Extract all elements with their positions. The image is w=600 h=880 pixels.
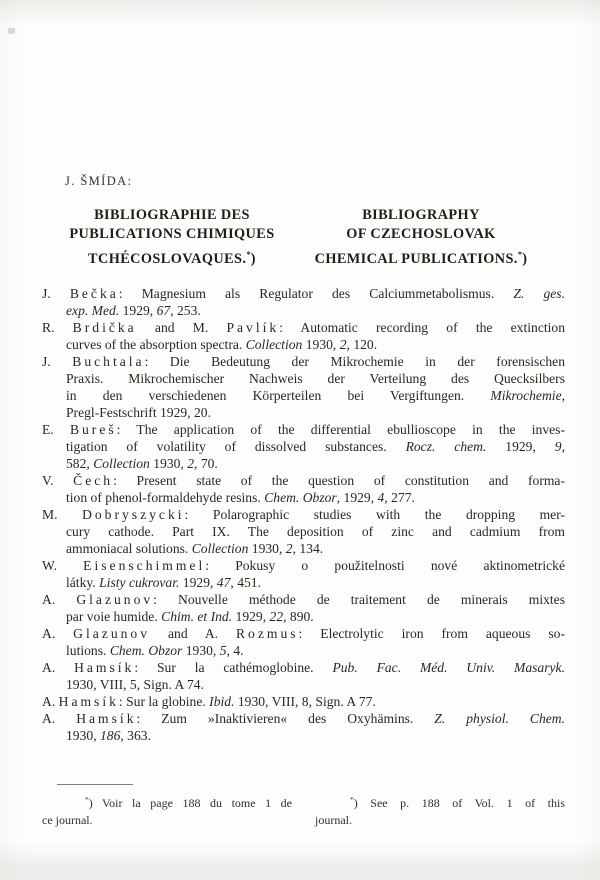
text-segment: , 363. (120, 728, 151, 743)
text-segment: Bečka (69, 286, 119, 301)
text-segment: CHEMICAL PUBLICATIONS. (314, 250, 518, 267)
text-line (42, 472, 565, 489)
text-segment: OF CZECHOSLOVAK (346, 226, 496, 243)
text-segment: 186 (99, 728, 121, 743)
text-segment: Pub. Fac. Méd. Univ. Masaryk. (332, 660, 565, 675)
text-segment: , 120. (346, 337, 378, 352)
text-segment: : Sur la globine. (118, 694, 210, 709)
text-segment: : Pokusy o použitelnosti nové aktinometrické (205, 558, 565, 573)
text-segment: J. (42, 286, 70, 301)
title-english (312, 206, 530, 269)
text-segment: BIBLIOGRAPHIE DES (94, 207, 250, 223)
bib-entry (42, 353, 565, 421)
bib-entry (42, 557, 565, 591)
text-segment: Mikrochemie, (490, 388, 565, 403)
text-segment: : Die Bedeutung der Mikrochemie in der forensischen (144, 354, 565, 369)
text-segment: Brdička (72, 320, 137, 335)
title-french (42, 206, 302, 269)
text-segment: ce journal. (42, 813, 93, 827)
text-line (315, 791, 565, 812)
text-segment: Rocz. chem. (405, 439, 487, 454)
text-segment: 1930, VIII, 5, Sign. A 74. (66, 677, 204, 692)
text-line (42, 791, 292, 812)
text-line (42, 693, 565, 710)
text-segment: , 4. (226, 643, 244, 658)
text-line (42, 336, 565, 353)
text-segment: : Present state of the question of constitution and forma- (113, 473, 565, 488)
text-segment: 9 (554, 439, 562, 454)
text-line (42, 285, 565, 302)
text-segment: 2 (285, 541, 293, 556)
text-segment: TCHÉCOSLOVAQUES. (88, 250, 247, 267)
footnote-french (42, 791, 292, 829)
text-segment: , 134. (292, 541, 324, 556)
text-segment: 22 (269, 609, 284, 624)
text-segment: BIBLIOGRAPHY (362, 207, 480, 223)
text-segment: Glazunov (73, 626, 151, 641)
text-segment: journal. (315, 813, 352, 827)
text-segment: , (561, 439, 565, 454)
text-segment: ) (522, 250, 528, 267)
text-segment: : The application of the differential ebullioscope in the inves- (116, 422, 565, 437)
text-line (312, 225, 530, 244)
bib-entry (42, 625, 565, 659)
bibliography-list (42, 285, 565, 744)
text-line (42, 540, 565, 557)
text-line (42, 438, 565, 455)
text-segment: M. (42, 507, 83, 522)
text-segment: V. (42, 473, 74, 488)
text-segment: 2 (339, 337, 347, 352)
text-line (42, 206, 302, 225)
text-segment: 1929, (179, 575, 217, 590)
text-segment: Chem. Obzor (264, 490, 337, 505)
text-segment: : Sur la cathémoglobine. (134, 660, 333, 675)
bib-entry (42, 421, 565, 472)
text-segment: Collection (245, 337, 303, 352)
text-segment: Pregl-Festschrift 1929, 20. (66, 405, 211, 420)
text-segment: Collection (93, 456, 150, 471)
bib-entry (42, 591, 565, 625)
text-segment: Bureš (69, 422, 117, 437)
text-line (42, 421, 565, 438)
text-line (42, 557, 565, 574)
text-segment: PUBLICATIONS CHIMIQUES (69, 226, 275, 243)
text-segment: 1929, (232, 609, 270, 624)
text-line (312, 245, 530, 269)
text-segment: A. (42, 626, 74, 641)
text-segment: , 277. (384, 490, 415, 505)
text-line (42, 727, 565, 744)
text-segment: : Polarographic studies with the dropping mer- (184, 507, 565, 522)
text-segment: , 70. (194, 456, 218, 471)
text-segment: * (85, 795, 89, 804)
footnote-separator (57, 784, 133, 785)
text-segment: 47 (216, 575, 231, 590)
text-segment: 67 (156, 303, 171, 318)
text-line (42, 245, 302, 269)
text-segment: Z. physiol. Chem. (434, 711, 565, 726)
bib-entry (42, 506, 565, 557)
text-line (42, 225, 302, 244)
text-segment: A. (42, 592, 77, 607)
text-segment: , 253. (170, 303, 201, 318)
text-line (42, 608, 565, 625)
text-segment: cury cathode. Part IX. The deposition of zinc and cadmium from (66, 524, 565, 539)
text-segment: : Nouvelle méthode de traitement de minerais mixtes (153, 592, 565, 607)
text-segment: Hamsík (58, 694, 119, 709)
bib-entry (42, 285, 565, 319)
title-block (0, 206, 600, 268)
text-segment: Čech (73, 473, 114, 488)
text-segment: curves of the absorption spectra. (66, 337, 246, 352)
text-segment: W. (42, 558, 84, 573)
bib-entry (42, 693, 565, 710)
text-line (42, 523, 565, 540)
text-segment: A. (42, 711, 77, 726)
text-segment: Dobryszycki (82, 507, 185, 522)
text-line (42, 319, 565, 336)
text-line (42, 404, 565, 421)
text-segment: 1930, VIII, 8, Sign. A 77. (234, 694, 376, 709)
text-segment: A. (42, 660, 75, 675)
text-segment: par voie humide. (66, 609, 162, 624)
text-segment: 5 (219, 643, 227, 658)
text-segment: tigation of volatility of dissolved substances. (66, 439, 406, 454)
text-segment: Chim. et Ind. (161, 609, 233, 624)
text-line (312, 206, 530, 225)
text-segment: ) (250, 250, 256, 267)
text-segment: ) See p. 188 of Vol. 1 of this (353, 796, 565, 810)
text-segment: 1930, (149, 456, 188, 471)
text-segment: 582, (66, 456, 94, 471)
scan-noise-speck (8, 28, 15, 34)
text-line (42, 676, 565, 693)
text-segment: Buchtala (72, 354, 145, 369)
text-line (42, 642, 565, 659)
text-segment: 1930, (66, 728, 100, 743)
text-segment: látky. (66, 575, 100, 590)
text-segment: E. (42, 422, 70, 437)
text-segment: 1930, (248, 541, 286, 556)
text-segment: Chem. Obzor (109, 643, 183, 658)
text-segment: Rozmus (235, 626, 299, 641)
text-segment: 2 (187, 456, 195, 471)
text-segment: Praxis. Mikrochemischer Nachweis der Verteilung des Quecksilbers (66, 371, 565, 386)
text-segment: Listy cukrovar. (99, 575, 180, 590)
text-segment: Z. ges. (513, 286, 565, 301)
footnote-block (42, 791, 565, 829)
text-segment: J. (42, 354, 73, 369)
text-segment: , 1929, (336, 490, 378, 505)
text-segment: and A. (150, 626, 236, 641)
text-line (42, 574, 565, 591)
bib-entry (42, 472, 565, 506)
text-segment: * (246, 248, 251, 259)
text-segment: 1929, (486, 439, 555, 454)
text-line (42, 659, 565, 676)
text-segment: 1930, (302, 337, 340, 352)
text-line (42, 506, 565, 523)
text-segment: Hamsík (76, 711, 137, 726)
text-segment: 1929, (119, 303, 157, 318)
text-line (42, 591, 565, 608)
text-segment: 1930, (182, 643, 220, 658)
text-segment: ) Voir la page 188 du tome 1 de (88, 796, 292, 810)
footnote-english (315, 791, 565, 829)
text-segment: and M. (136, 320, 227, 335)
text-segment: Eisenschimmel (83, 558, 206, 573)
text-segment: : Electrolytic iron from aqueous so- (298, 626, 565, 641)
text-segment: Hamsík (74, 660, 135, 675)
bib-entry (42, 710, 565, 744)
text-segment: * (350, 795, 354, 804)
text-line (42, 387, 565, 404)
text-segment: : Automatic recording of the extinction (279, 320, 566, 335)
text-segment: : Zum »Inaktivieren« des Oxyhämins. (136, 711, 435, 726)
text-line (42, 455, 565, 472)
page-author: J. ŠMÍDA: (65, 174, 133, 188)
text-segment: 4 (377, 490, 385, 505)
text-line (42, 353, 565, 370)
text-line (315, 812, 565, 829)
text-segment: Ibid. (209, 694, 235, 709)
text-segment: * (517, 248, 523, 259)
text-line (42, 370, 565, 387)
bib-entry (42, 659, 565, 693)
text-segment: , 890. (283, 609, 314, 624)
text-segment: A. (42, 694, 59, 709)
text-line (42, 489, 565, 506)
text-segment: Pavlík (226, 320, 280, 335)
text-segment: R. (42, 320, 73, 335)
text-segment: , 451. (230, 575, 261, 590)
text-segment: exp. Med. (66, 303, 120, 318)
bib-entry (42, 319, 565, 353)
text-segment: lutions. (66, 643, 110, 658)
text-line (42, 710, 565, 727)
text-segment: in den verschiedenen Körperteilen bei Vergiftungen. (66, 388, 491, 403)
text-line (42, 812, 292, 829)
text-segment: : Magnesium als Regulator des Calciummetabolismus. (118, 286, 514, 301)
text-line (42, 302, 565, 319)
text-segment: Glazunov (76, 592, 154, 607)
text-segment: Collection (191, 541, 249, 556)
text-line (42, 625, 565, 642)
text-segment: ammoniacal solutions. (66, 541, 192, 556)
text-segment: tion of phenol-formaldehyde resins. (66, 490, 265, 505)
